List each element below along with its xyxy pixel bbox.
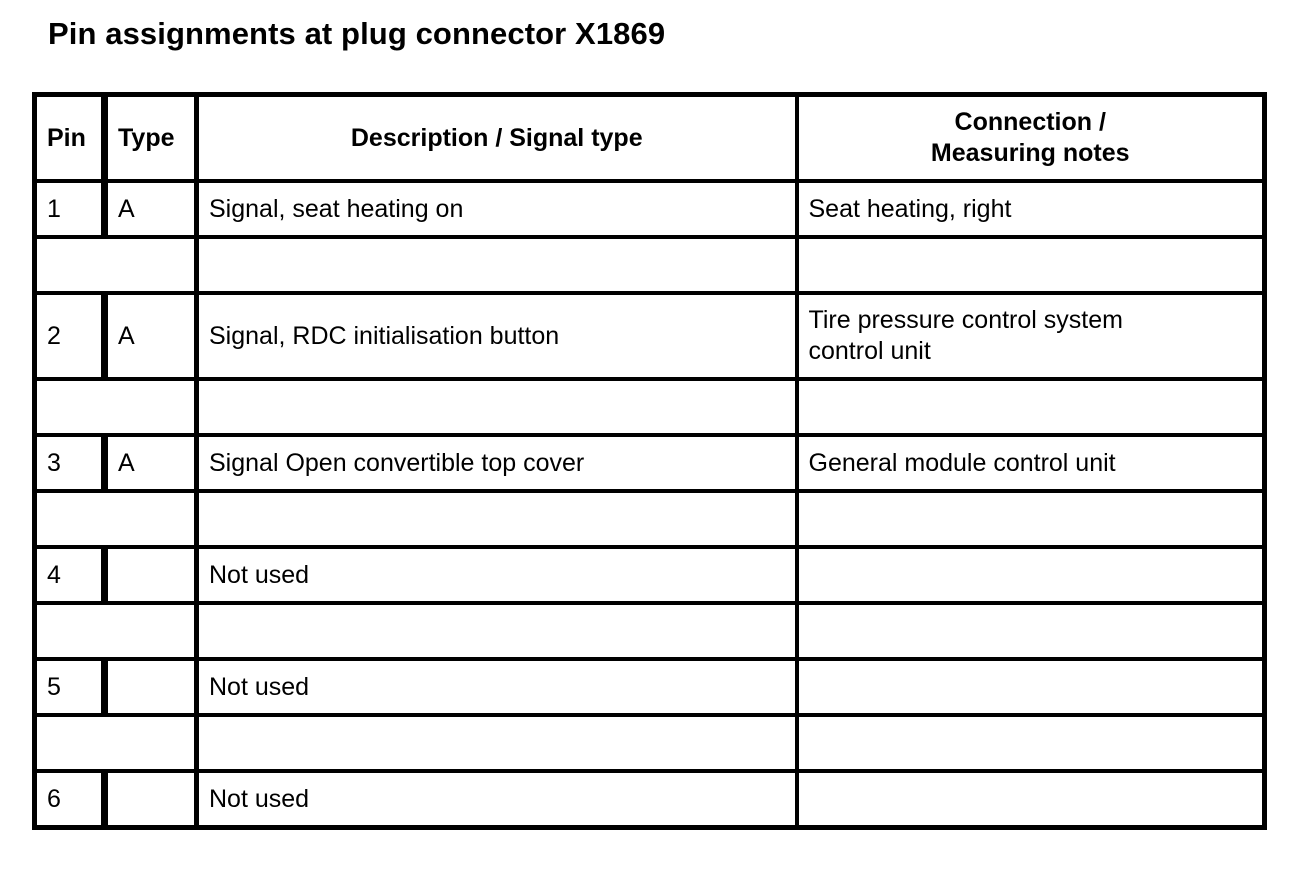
spacer-cell xyxy=(197,491,797,547)
type-cell xyxy=(105,547,197,603)
header-connection-line2: Measuring notes xyxy=(930,139,1130,167)
spacer-row xyxy=(35,603,1265,659)
spacer-row xyxy=(35,715,1265,771)
connection-cell xyxy=(797,435,1265,491)
type-cell: A xyxy=(105,181,197,237)
page-title: Pin assignments at plug connector X1869 xyxy=(48,16,666,51)
header-description: Description / Signal type xyxy=(197,95,797,182)
pin-assignment-table xyxy=(32,92,1267,830)
spacer-row xyxy=(35,491,1265,547)
spacer-cell xyxy=(197,237,797,293)
connection-line2: control unit xyxy=(808,337,931,365)
connection-cell xyxy=(797,293,1265,379)
spacer-cell xyxy=(797,603,1265,659)
pin-cell: 4 xyxy=(35,547,105,603)
header-pin: Pin xyxy=(35,95,105,182)
table-header-row xyxy=(35,95,1265,182)
connection-cell xyxy=(797,659,1265,715)
spacer-cell xyxy=(35,715,197,771)
spacer-cell xyxy=(35,237,197,293)
description-cell: Not used xyxy=(197,547,797,603)
spacer-row xyxy=(35,237,1265,293)
connection-cell xyxy=(797,771,1265,828)
spacer-cell xyxy=(197,379,797,435)
description-cell: Signal, seat heating on xyxy=(197,181,797,237)
table-row xyxy=(35,435,1265,491)
spacer-cell xyxy=(797,491,1265,547)
pin-cell: 6 xyxy=(35,771,105,828)
table-row xyxy=(35,293,1265,379)
pin-cell: 1 xyxy=(35,181,105,237)
table-row xyxy=(35,659,1265,715)
table-row xyxy=(35,771,1265,828)
spacer-cell xyxy=(197,603,797,659)
spacer-cell xyxy=(797,715,1265,771)
type-cell xyxy=(105,771,197,828)
type-cell xyxy=(105,659,197,715)
spacer-cell xyxy=(797,379,1265,435)
connection-cell xyxy=(797,181,1265,237)
description-cell: Signal Open convertible top cover xyxy=(197,435,797,491)
pin-cell: 2 xyxy=(35,293,105,379)
header-connection-line1: Connection / xyxy=(954,108,1106,136)
connection-cell xyxy=(797,547,1265,603)
table-row xyxy=(35,181,1265,237)
spacer-cell xyxy=(35,491,197,547)
description-cell: Not used xyxy=(197,659,797,715)
pin-cell: 5 xyxy=(35,659,105,715)
spacer-cell xyxy=(197,715,797,771)
description-cell: Signal, RDC initialisation button xyxy=(197,293,797,379)
type-cell: A xyxy=(105,293,197,379)
connection-line1: Seat heating, right xyxy=(808,194,1012,223)
description-cell: Not used xyxy=(197,771,797,828)
pin-cell: 3 xyxy=(35,435,105,491)
table-row xyxy=(35,547,1265,603)
spacer-cell xyxy=(797,237,1265,293)
type-cell: A xyxy=(105,435,197,491)
spacer-cell xyxy=(35,603,197,659)
connection-line1: Tire pressure control system xyxy=(808,306,1123,334)
header-connection xyxy=(797,95,1265,182)
spacer-cell xyxy=(35,379,197,435)
connection-line1: General module control unit xyxy=(808,448,1116,477)
spacer-row xyxy=(35,379,1265,435)
header-type: Type xyxy=(105,95,197,182)
